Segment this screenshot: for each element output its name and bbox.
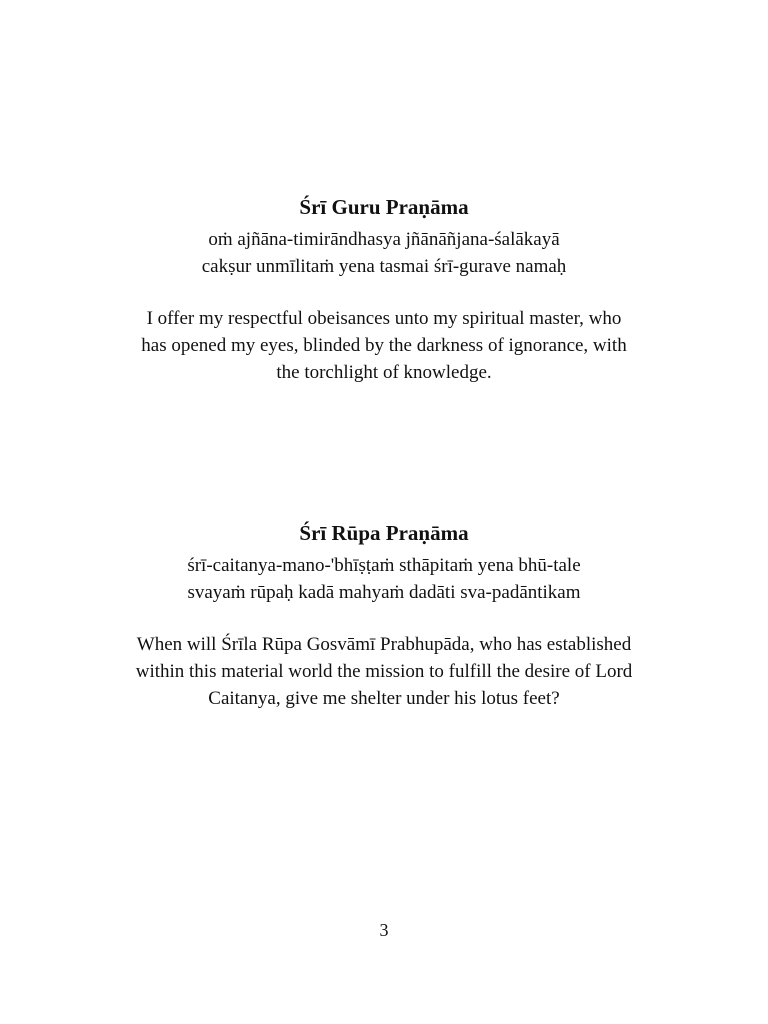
verse-line: oṁ ajñāna-timirāndhasya jñānāñjana-śalākayā bbox=[208, 229, 560, 250]
guru-pranama-section bbox=[40, 192, 728, 386]
translation-line: Caitanya, give me shelter under his lotus feet? bbox=[208, 688, 560, 709]
translation-line: the torchlight of knowledge. bbox=[276, 362, 492, 383]
verse-line: cakṣur unmīlitaṁ yena tasmai śrī-gurave namaḥ bbox=[201, 256, 567, 277]
page-number: 3 bbox=[379, 920, 389, 940]
translation-line: I offer my respectful obeisances unto my spiritual master, who bbox=[146, 308, 622, 329]
verse-line: śrī-caitanya-mano-'bhīṣṭaṁ sthāpitaṁ yena bhū-tale bbox=[187, 555, 581, 576]
verse-translation bbox=[40, 305, 728, 386]
translation-line: When will Śrīla Rūpa Gosvāmī Prabhupāda, who has established bbox=[136, 634, 632, 655]
translation-line: has opened my eyes, blinded by the darkness of ignorance, with bbox=[141, 335, 627, 356]
sanskrit-verse bbox=[40, 552, 728, 606]
verse-translation bbox=[40, 631, 728, 712]
translation-line: within this material world the mission to fulfill the desire of Lord bbox=[135, 661, 633, 682]
verse-line: svayaṁ rūpaḥ kadā mahyaṁ dadāti sva-padāntikam bbox=[187, 582, 581, 603]
sanskrit-verse bbox=[40, 226, 728, 280]
section-heading: Śrī Rūpa Praṇāma bbox=[299, 521, 469, 545]
rupa-pranama-section bbox=[40, 518, 728, 712]
section-heading: Śrī Guru Praṇāma bbox=[299, 195, 469, 219]
